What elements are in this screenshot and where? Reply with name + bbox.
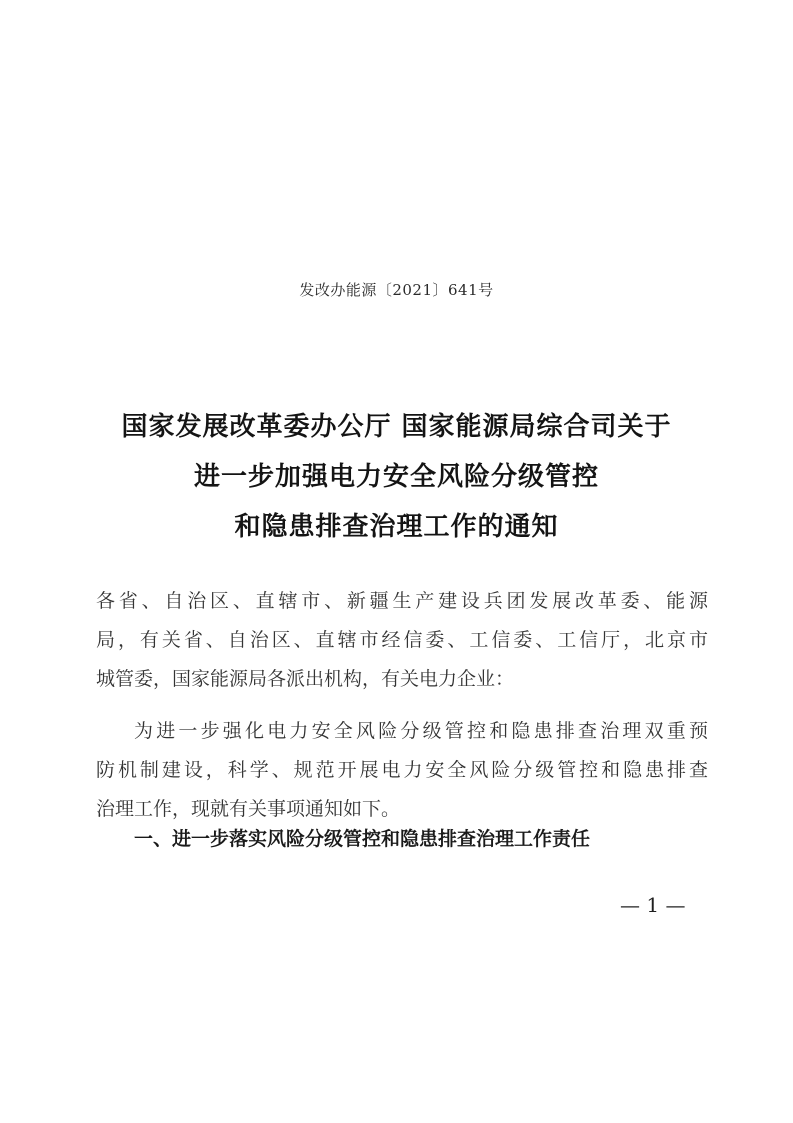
document-number: 发改办能源〔2021〕641号 bbox=[299, 281, 494, 299]
intro-line: 为进一步强化电力安全风险分级管控和隐患排查治理双重预 bbox=[134, 720, 708, 742]
addressee-line: 城管委，国家能源局各派出机构，有关电力企业： bbox=[96, 668, 515, 690]
title-line: 国家发展改革委办公厅 国家能源局综合司关于 bbox=[121, 412, 672, 442]
title-line: 进一步加强电力安全风险分级管控 bbox=[193, 462, 599, 492]
intro-line: 防机制建设，科学、规范开展电力安全风险分级管控和隐患排查 bbox=[96, 759, 708, 781]
intro-line: 治理工作，现就有关事项通知如下。 bbox=[96, 798, 401, 820]
title-line: 和隐患排查治理工作的通知 bbox=[234, 512, 559, 542]
addressee-line: 各省、自治区、直辖市、新疆生产建设兵团发展改革委、能源 bbox=[96, 590, 708, 612]
intro-paragraph bbox=[96, 712, 708, 829]
addressee-paragraph bbox=[96, 582, 708, 699]
page-number: — 1 — bbox=[620, 893, 686, 917]
addressee-line: 局，有关省、自治区、直辖市经信委、工信委、工信厅，北京市 bbox=[96, 629, 708, 651]
document-title bbox=[0, 402, 793, 552]
section-heading: 一、进一步落实风险分级管控和隐患排查治理工作责任 bbox=[134, 828, 591, 850]
